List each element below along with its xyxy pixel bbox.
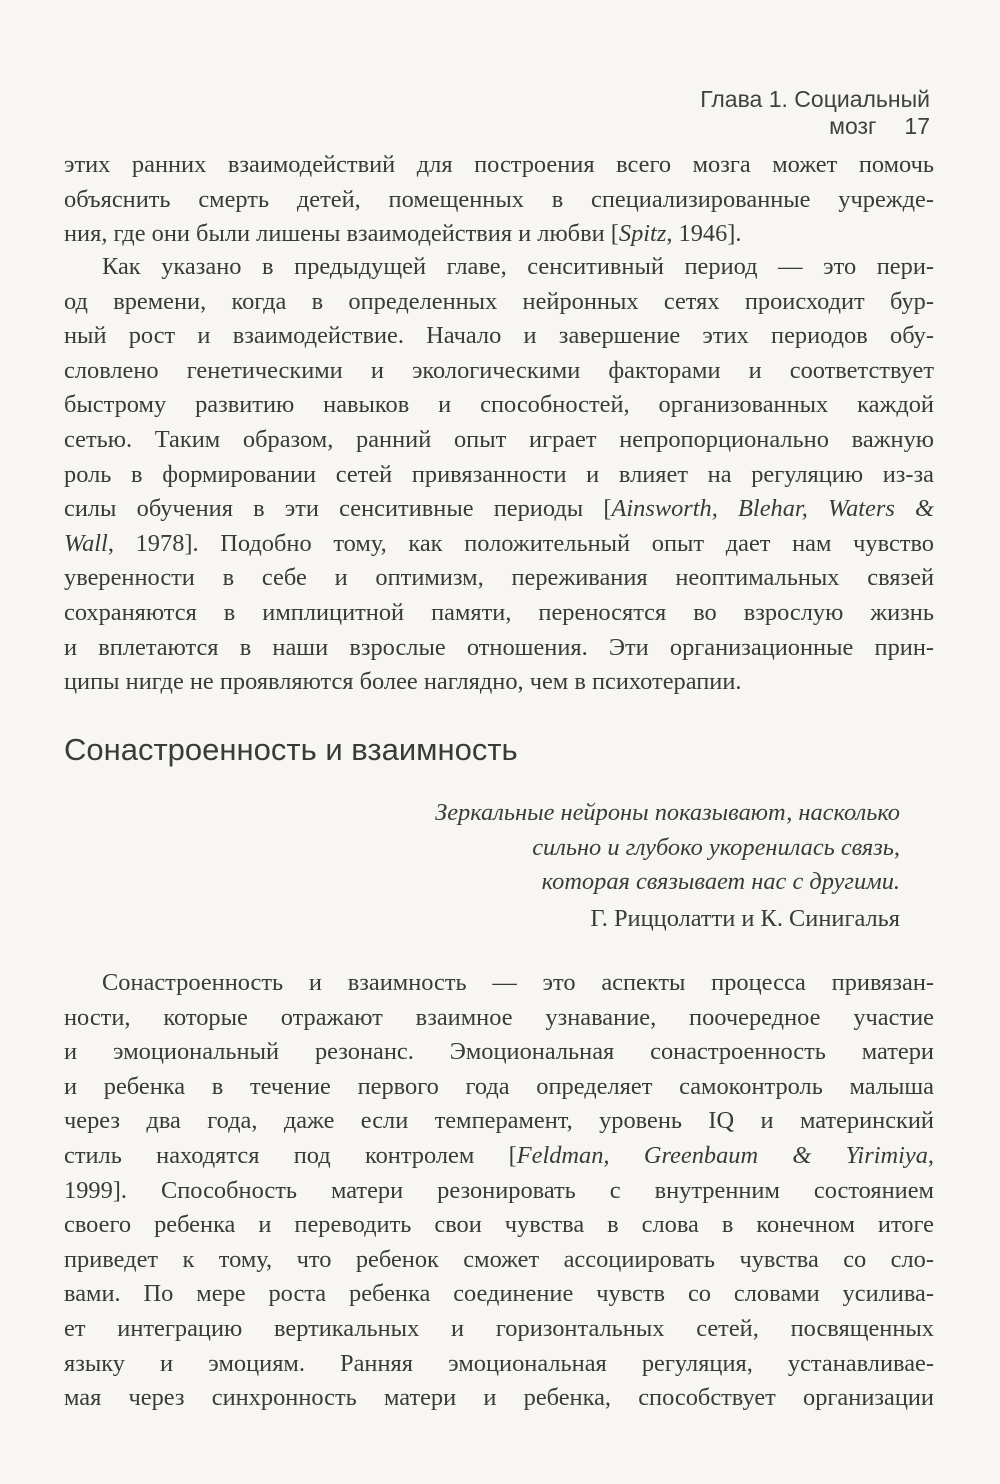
citation-author: Spitz (618, 220, 667, 248)
text-line: ности, которые отражают взаимное узнавание, поочередное участие (64, 1003, 934, 1031)
text-line: приведет к тому, что ребенок сможет ассоциировать чувства со сло- (64, 1245, 934, 1273)
citation-author: Wall (64, 529, 108, 557)
text-line: и эмоциональный резонанс. Эмоциональная сонастроенность матери (64, 1038, 934, 1066)
text-line: од времени, когда в определенных нейронных сетях происходит бур- (64, 287, 934, 315)
text-line: 1999]. Способность матери резонировать с внутренним состоянием (64, 1176, 934, 1204)
citation-authors: Feldman, Greenbaum & Yirimiya (516, 1141, 928, 1169)
text-line: своего ребенка и переводить свои чувства в слова в конечном итоге (64, 1211, 934, 1239)
text-line: и вплетаются в наши взрослые отношения. Эти организационные прин- (64, 633, 934, 661)
text-line: этих ранних взаимодействий для построения всего мозга может помочь (64, 151, 934, 178)
text-line: Wall, 1978]. Подобно тому, как положительный опыт дает нам чувство (64, 529, 934, 557)
text-line: и ребенка в течение первого года определяет самоконтроль малыша (64, 1072, 934, 1100)
text-line: ципы нигде не проявляются более наглядно, чем в психотерапии. (64, 668, 742, 696)
paragraph-1 (64, 148, 934, 252)
text-line: ный рост и взаимодействие. Начало и завершение этих периодов обу- (64, 322, 934, 350)
text-line: роль в формировании сетей привязанности и влияет на регуляцию из-за (64, 460, 934, 488)
page-number: 17 (904, 113, 930, 139)
text-line: силы обучения в эти сенситивные периоды [Ainsworth, Blehar, Waters & (64, 495, 935, 523)
chapter-title: Глава 1. Социальный мозг (700, 86, 930, 139)
text-line: сохраняются в имплицитной памяти, переносятся во взрослую жизнь (64, 598, 934, 626)
text-line: мая через синхронность матери и ребенка, способствует организации (64, 1384, 934, 1412)
text-line: вами. По мере роста ребенка соединение чувств со словами усилива- (64, 1280, 934, 1308)
text-line: быстрому развитию навыков и способностей, организованных каждой (64, 391, 934, 419)
text-line: уверенности в себе и оптимизм, переживания неоптимальных связей (64, 564, 934, 592)
epigraph-author: Г. Риццолатти и К. Синигалья (590, 904, 900, 932)
citation-authors: Ainsworth, Blehar, Waters & (611, 495, 935, 523)
text-line: языку и эмоциям. Ранняя эмоциональная регуляция, устанавливае- (64, 1349, 934, 1377)
running-head (600, 86, 930, 140)
text-line: стиль находятся под контролем [Feldman, Greenbaum & Yirimiya, (64, 1141, 934, 1169)
text-line: Как указано в предыдущей главе, сенситивный период — это пери- (102, 253, 934, 280)
epigraph-line: сильно и глубоко укоренилась связь, (532, 833, 900, 861)
text-line: словлено генетическими и экологическими факторами и соответствует (64, 356, 934, 384)
text-line: ния, где они были лишены взаимодействия и любви [Spitz, 1946]. (64, 220, 742, 248)
paragraph-2 (64, 250, 934, 700)
epigraph (435, 796, 900, 936)
epigraph-line: Зеркальные нейроны показывают, насколько (435, 799, 900, 826)
paragraph-3 (64, 966, 934, 1416)
text-line: через два года, даже если темперамент, уровень IQ и материнский (64, 1107, 934, 1135)
section-heading: Сонастроенность и взаимность (64, 732, 518, 767)
text-line: ет интеграцию вертикальных и горизонтальных сетей, посвященных (64, 1314, 934, 1342)
text-line: объяснить смерть детей, помещенных в специализированные учрежде- (64, 185, 934, 213)
epigraph-line: которая связывает нас с другими. (541, 868, 900, 896)
text-line: Сонастроенность и взаимность — это аспекты процесса привязан- (102, 969, 934, 996)
text-line: сетью. Таким образом, ранний опыт играет непропорционально важную (64, 425, 934, 453)
